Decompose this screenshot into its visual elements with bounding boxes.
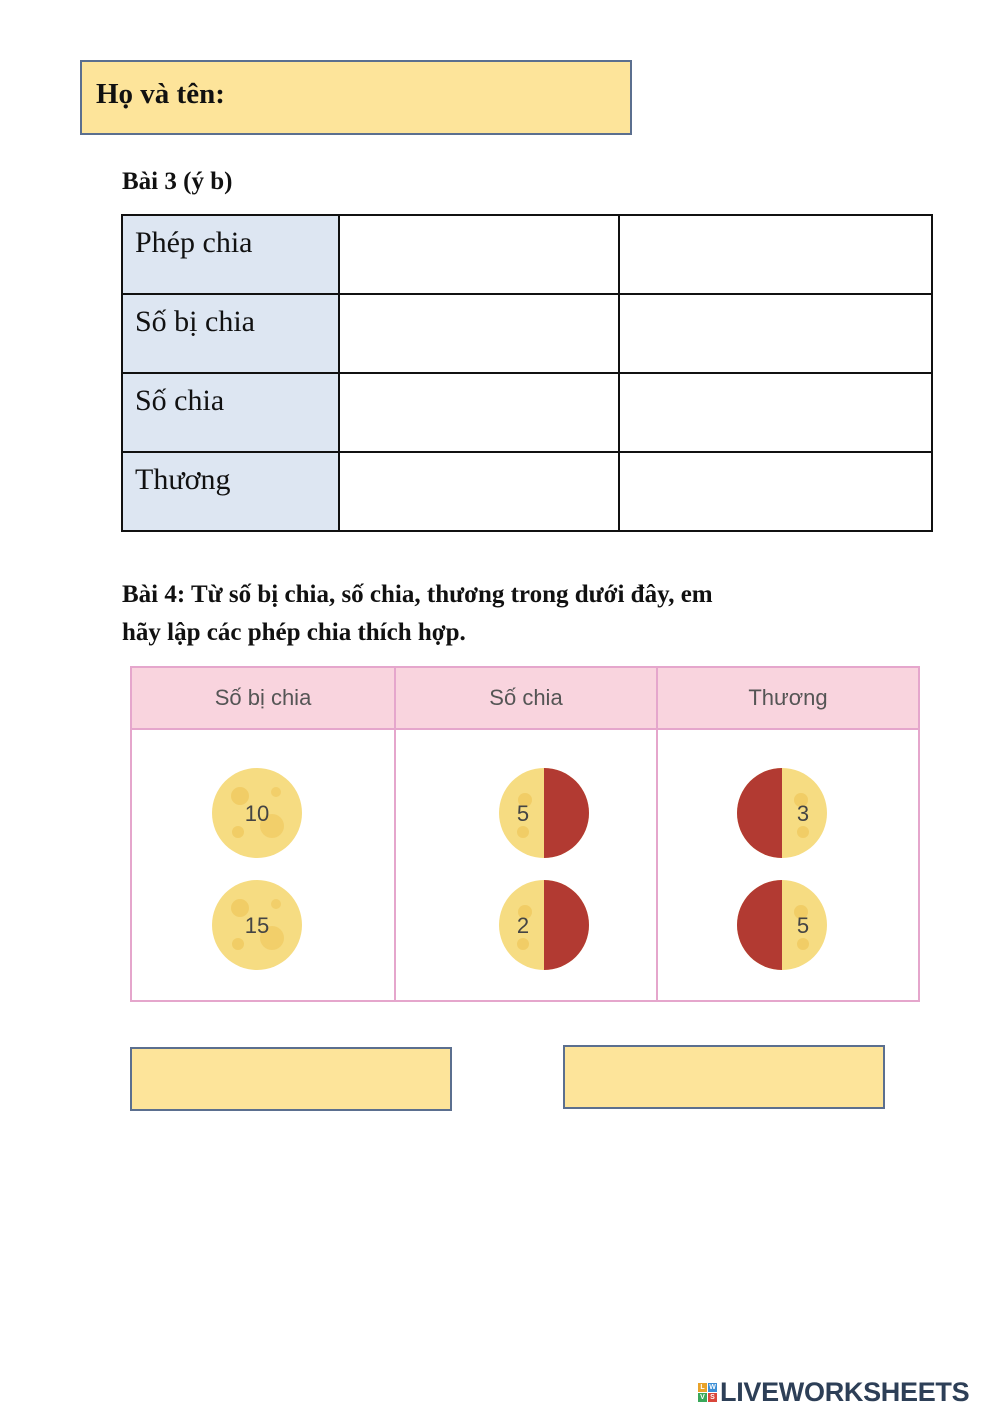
table-row xyxy=(122,294,932,373)
answer-input-r2-c2[interactable] xyxy=(620,295,935,372)
col-header-thuong: Thương xyxy=(658,668,918,728)
name-label: Họ và tên: xyxy=(96,78,225,110)
answer-input-r1-c2[interactable] xyxy=(620,216,935,293)
exercise3-heading: Bài 3 (ý b) xyxy=(122,168,233,195)
moon-label: 3 xyxy=(796,801,810,826)
table-row xyxy=(122,452,932,531)
row-label-so-bi-chia: Số bị chia xyxy=(122,294,339,373)
row-label-thuong: Thương xyxy=(122,452,339,531)
col-header-so-bi-chia: Số bị chia xyxy=(132,668,394,728)
logo-mark-letter: V xyxy=(698,1393,707,1402)
column-divider xyxy=(656,668,658,1000)
logo-mark-icon xyxy=(698,1383,717,1402)
table-row xyxy=(122,215,932,294)
half-moon-3 xyxy=(735,766,829,860)
moon-table xyxy=(130,666,920,1002)
answer-input-r2-c1[interactable] xyxy=(340,295,622,372)
exercise4-heading-line1: Bài 4: Từ số bị chia, số chia, thương trong dưới đây, em xyxy=(122,581,713,608)
row-label-phep-chia: Phép chia xyxy=(122,215,339,294)
exercise4-heading-line2: hãy lập các phép chia thích hợp. xyxy=(122,619,466,646)
answer-input-r4-c2[interactable] xyxy=(620,453,935,530)
half-moon-2 xyxy=(497,878,591,972)
logo-mark-letter: W xyxy=(709,1384,716,1391)
header-divider xyxy=(132,728,918,730)
answer-input-r4-c1[interactable] xyxy=(340,453,622,530)
logo-mark-letter: S xyxy=(708,1393,717,1402)
answer-input-r3-c2[interactable] xyxy=(620,374,935,451)
full-moon-15 xyxy=(210,878,304,972)
col-header-so-chia: Số chia xyxy=(396,668,656,728)
moon-label: 5 xyxy=(516,801,530,826)
half-moon-5b xyxy=(735,878,829,972)
logo-mark-letter: L xyxy=(698,1383,707,1392)
answer-input-2[interactable] xyxy=(565,1047,887,1109)
answer-box-2 xyxy=(563,1045,885,1109)
answer-input-r1-c1[interactable] xyxy=(340,216,622,293)
name-box xyxy=(80,60,632,135)
table-row xyxy=(122,373,932,452)
full-moon-10 xyxy=(210,766,304,860)
answer-box-1 xyxy=(130,1047,452,1111)
half-moon-5 xyxy=(497,766,591,860)
exercise3-table xyxy=(121,214,933,532)
answer-input-1[interactable] xyxy=(132,1049,454,1111)
liveworksheets-logo xyxy=(698,1377,969,1408)
answer-input-r3-c1[interactable] xyxy=(340,374,622,451)
logo-text: LIVEWORKSHEETS xyxy=(720,1377,970,1407)
exercise4-heading xyxy=(122,576,882,652)
moon-label: 5 xyxy=(796,913,810,938)
row-label-so-chia: Số chia xyxy=(122,373,339,452)
column-divider xyxy=(394,668,396,1000)
moon-label: 15 xyxy=(244,913,270,938)
name-input[interactable] xyxy=(252,74,616,120)
moon-label: 2 xyxy=(516,913,530,938)
moon-label: 10 xyxy=(244,801,270,826)
